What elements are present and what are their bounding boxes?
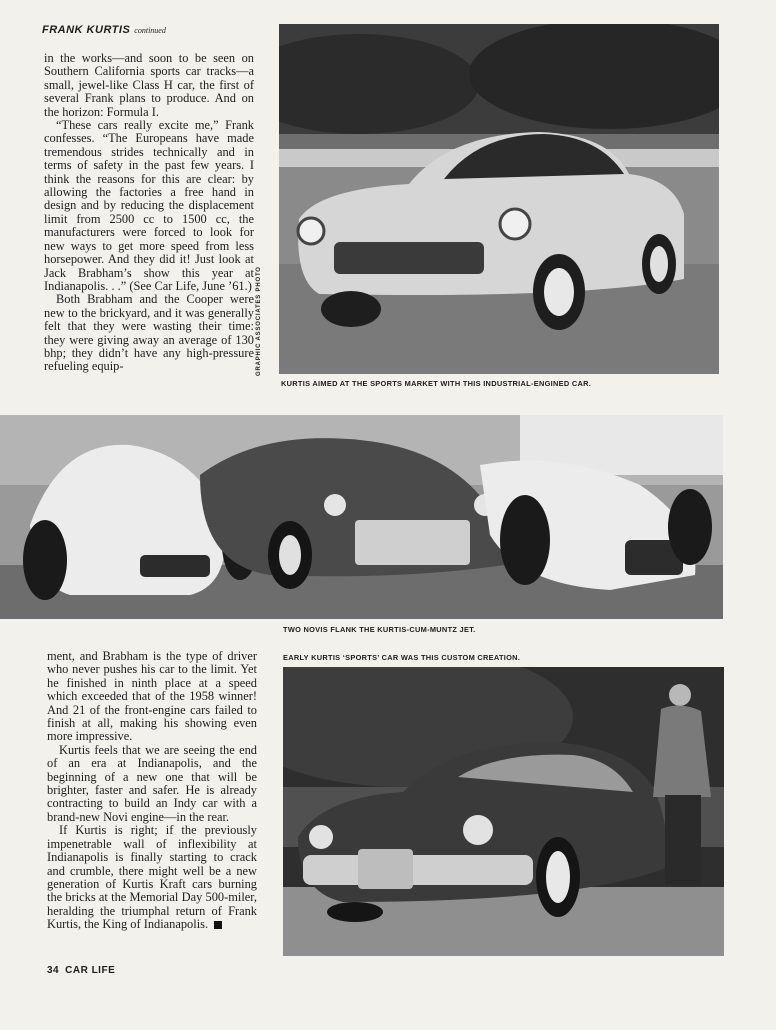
photo1-caption: KURTIS AIMED AT THE SPORTS MARKET WITH THIS INDUSTRIAL-ENGINED CAR.	[281, 379, 592, 388]
header-title: FRANK KURTIS	[42, 24, 131, 36]
paragraph: ment, and Brabham is the type of driver who never pushes his car to the limit. Yet he finished in ninth place at a speed which exceeded that of the 1958 winner! And 21 of the front-engine cars failed to finish at all, making his showing even more impressive.	[47, 649, 257, 744]
paragraph: in the works—and soon to be seen on Southern California sports car tracks—a small, jewel-like Class H car, the first of several Frank plans to produce. And on the horizon: Formula I.	[44, 51, 254, 119]
paragraph: Kurtis feels that we are seeing the end of an era at Indianapolis, and the beginning of a new one that will be brighter, faster and safer. He is already contracting to build an Indy car with a brand-new Novi engine—in the rear.	[47, 742, 257, 824]
text-column-2	[47, 650, 257, 932]
page-footer	[47, 965, 115, 976]
photo-sports-car	[279, 24, 719, 374]
paragraph: “These cars really excite me,” Frank confesses. “The Europeans have made tremendous strides technically and in terms of safety in the past few years. I think the reasons for this are clear: by allowing the factories a free hand in design and by reducing the displacement limit from 2500 cc to 1500 cc, the manufacturers were forced to look for new ways to get more speed from less horsepower. And they did it! Just look at Jack Brabham’s show this year at Indianapolis. . .” (See Car Life, June ’61.)	[44, 118, 254, 293]
text-column-1	[44, 52, 254, 374]
header-continued: continued	[134, 26, 166, 35]
page-number: 34	[47, 965, 60, 976]
magazine-name: CAR LIFE	[65, 965, 116, 976]
photo3-caption: EARLY KURTIS ‘SPORTS’ CAR WAS THIS CUSTOM CREATION.	[283, 653, 521, 662]
paragraph: Both Brabham and the Cooper were new to the brickyard, and it was generally felt that they were wasting their time: they were giving away an average of 130 bhp; they didn’t have any high-pressure refueling equip-	[44, 292, 254, 374]
photo2-caption: TWO NOVIS FLANK THE KURTIS-CUM-MUNTZ JET.	[283, 625, 476, 634]
photo-early-kurtis	[283, 667, 724, 956]
end-of-article-mark	[214, 921, 222, 929]
running-header	[42, 24, 166, 36]
paragraph-text: If Kurtis is right; if the previously impenetrable wall of inflexibility at Indianapolis is finally starting to crack and crumble, there might well be a new generation of Kurtis Kraft cars burning the bricks at the Memorial Day 500-miler, heralding the triumphal return of Frank Kurtis, the King of Indianapolis.	[47, 823, 257, 932]
photo-novis-and-jet	[0, 415, 723, 619]
photo-credit: GRAPHIC ASSOCIATES PHOTO	[256, 266, 262, 376]
paragraph	[47, 824, 257, 931]
